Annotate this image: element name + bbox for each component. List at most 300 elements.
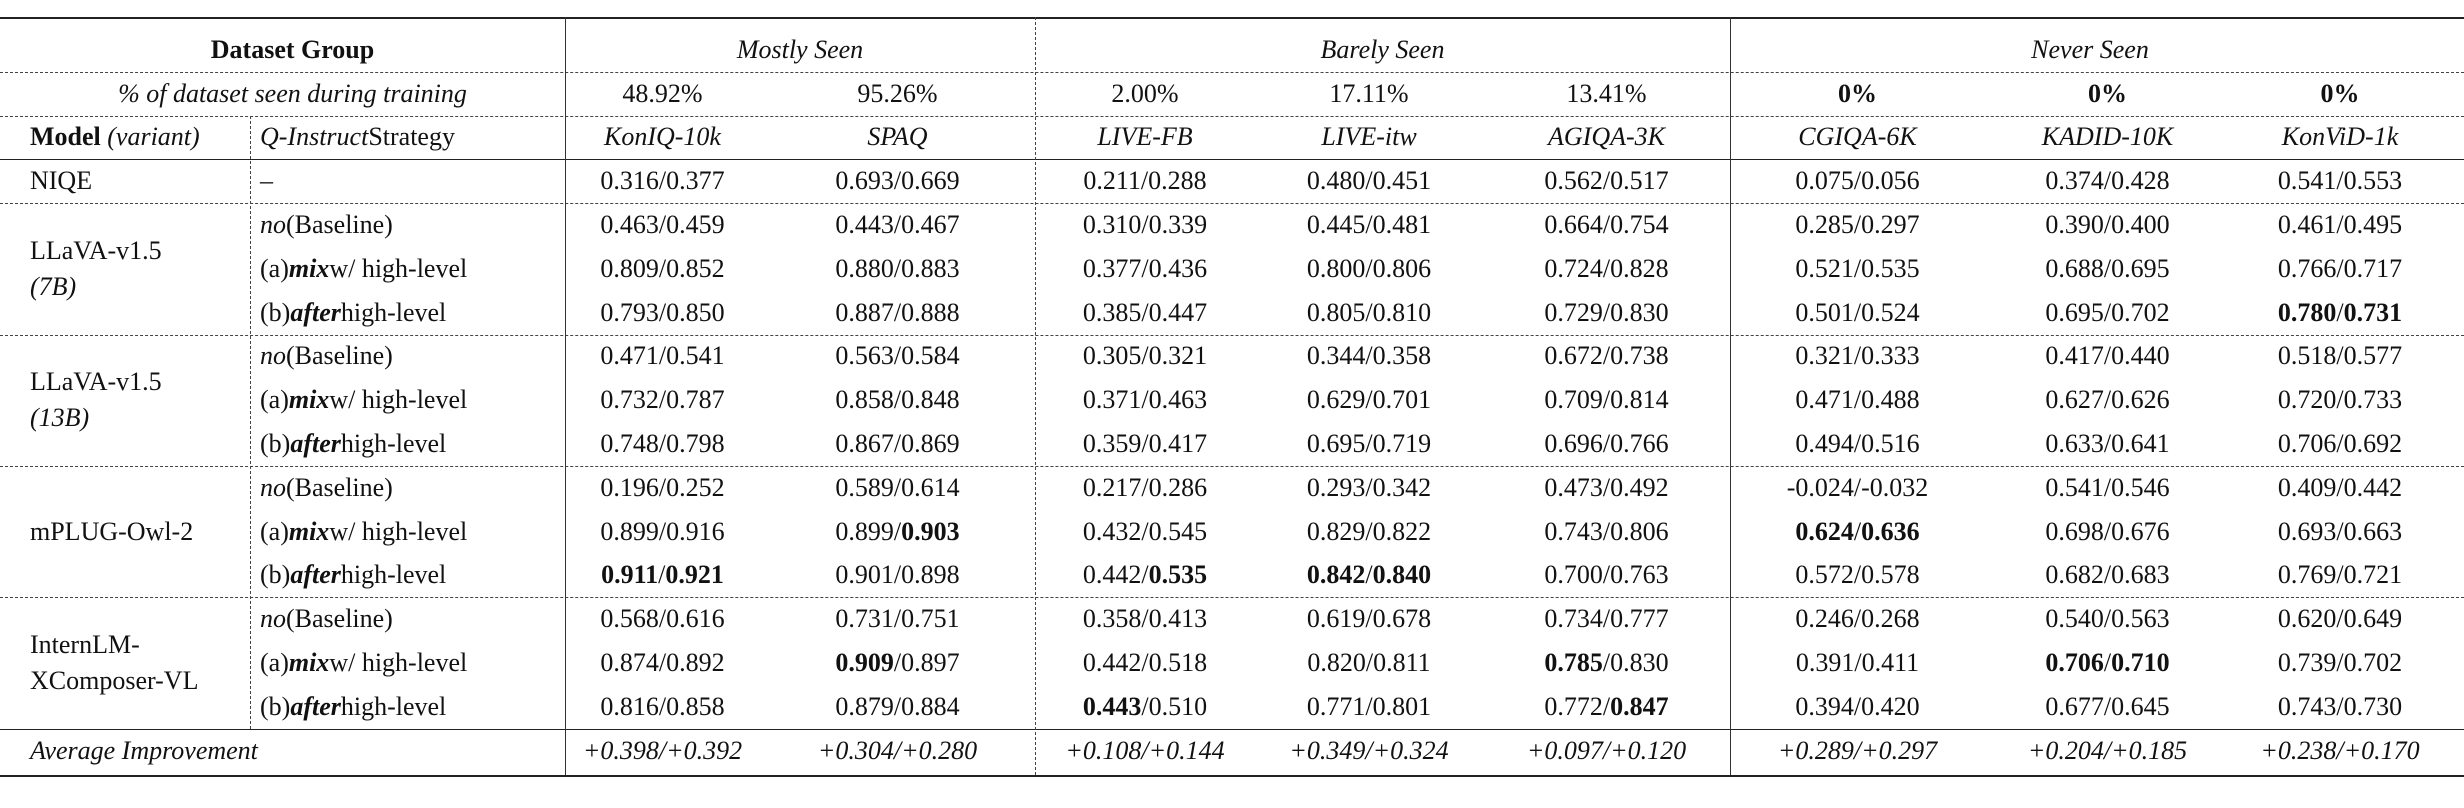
strategy-description: high-level — [340, 691, 447, 721]
metric-cell — [1483, 641, 1730, 685]
rule — [0, 335, 2464, 336]
metric-cell — [565, 335, 760, 379]
value-srcc: 0.743 — [1544, 516, 1603, 546]
group-header: Mostly Seen — [736, 34, 864, 64]
strategy-keyword: mix — [288, 385, 330, 415]
value-srcc: 0.417 — [2045, 341, 2104, 371]
value-srcc: 0.816 — [600, 691, 659, 721]
metric-cell — [1035, 685, 1255, 729]
model-name — [20, 335, 250, 466]
strategy-label-cell — [250, 291, 565, 335]
value-plcc: 0.921 — [665, 560, 724, 590]
model-name-line: mPLUG-Owl-2 — [30, 516, 194, 546]
strategy-prefix: (a) — [260, 253, 289, 283]
value-separator: / — [893, 516, 902, 546]
value-separator: / — [1853, 166, 1862, 196]
value-separator: / — [2103, 385, 2112, 415]
value-plcc: 0.766 — [1610, 429, 1669, 459]
value-plcc: 0.413 — [1148, 604, 1208, 634]
value-separator: / — [893, 429, 902, 459]
value-separator: / — [1141, 297, 1149, 327]
value-srcc: 0.800 — [1306, 253, 1366, 283]
value-srcc: 0.572 — [1795, 560, 1854, 590]
value-srcc: 0.359 — [1082, 429, 1142, 459]
value-separator: / — [1141, 210, 1149, 240]
value-separator: / — [658, 253, 667, 283]
value-separator: / — [1365, 472, 1373, 502]
value-separator: / — [1141, 341, 1149, 371]
metric-cell — [565, 378, 760, 422]
value-separator: / — [2103, 691, 2112, 721]
metric-cell — [760, 597, 1035, 641]
value-separator: / — [658, 166, 667, 196]
value-plcc: 0.822 — [1372, 516, 1432, 546]
value-separator: / — [1854, 648, 1862, 678]
value-srcc: 0.494 — [1795, 429, 1854, 459]
dataset-name: LIVE-FB — [1097, 122, 1193, 152]
metric-cell — [1483, 597, 1730, 641]
value-plcc: 0.678 — [1372, 604, 1432, 634]
value-srcc: 0.709 — [1544, 385, 1603, 415]
metric-cell — [1730, 510, 1985, 554]
variant-label: (variant) — [107, 122, 200, 152]
niqe-value — [2230, 159, 2450, 203]
value-plcc: 0.518 — [1148, 648, 1208, 678]
value-plcc: 0.400 — [2111, 210, 2170, 240]
value-separator: / — [1141, 648, 1149, 678]
value-separator: / — [1853, 210, 1862, 240]
value-srcc: 0.432 — [1082, 516, 1142, 546]
value-separator: / — [658, 516, 667, 546]
rule — [0, 72, 2464, 73]
value-plcc: 0.541 — [666, 341, 725, 371]
value-plcc: 0.467 — [901, 210, 960, 240]
value-separator: / — [1853, 516, 1862, 546]
value-separator: / — [1602, 166, 1611, 196]
metric-cell — [1483, 203, 1730, 247]
strategy-label-cell — [250, 597, 565, 641]
value-separator: / — [1853, 472, 1862, 502]
strategy-label: Strategy — [368, 122, 455, 152]
top-rule — [0, 17, 2464, 19]
value-plcc: 0.553 — [2343, 166, 2403, 196]
group-header: Barely Seen — [1320, 34, 1445, 64]
metric-cell — [1985, 203, 2230, 247]
seen-percentage: 13.41% — [1566, 78, 1647, 108]
strategy-description: (Baseline) — [286, 472, 393, 502]
value-srcc: 0.394 — [1795, 691, 1854, 721]
model-column-header — [20, 116, 250, 160]
value-separator: / — [893, 341, 902, 371]
strategy-keyword: no — [260, 341, 286, 371]
value-srcc: 0.698 — [2045, 516, 2104, 546]
strategy-prefix: (a) — [260, 648, 289, 678]
value-plcc: 0.442 — [2343, 472, 2403, 502]
value-separator: / — [1853, 560, 1862, 590]
value-separator: / — [658, 385, 667, 415]
value-srcc: 0.521 — [1795, 253, 1854, 283]
value-plcc: 0.814 — [1610, 385, 1669, 415]
value-separator: / — [2336, 166, 2344, 196]
value-plcc: 0.763 — [1610, 560, 1669, 590]
value-separator: / — [1141, 429, 1149, 459]
metric-cell — [1730, 378, 1985, 422]
value-plcc: 0.481 — [1372, 210, 1432, 240]
value-separator: / — [2103, 297, 2112, 327]
value-separator: / — [658, 560, 666, 590]
metric-cell — [2230, 203, 2450, 247]
value-separator: / — [1602, 210, 1611, 240]
value-separator: / — [1853, 385, 1862, 415]
value-srcc: 0.664 — [1544, 210, 1603, 240]
model-name-line: LLaVA-v1.5 — [30, 235, 162, 265]
value-plcc: 0.663 — [2343, 516, 2403, 546]
value-separator: / — [1141, 253, 1149, 283]
value-srcc: 0.374 — [2045, 166, 2104, 196]
value-separator: / — [2103, 341, 2112, 371]
value-plcc: 0.268 — [1861, 604, 1920, 634]
strategy-label-cell — [250, 554, 565, 598]
value-plcc: 0.830 — [1610, 648, 1669, 678]
value-plcc: 0.806 — [1372, 253, 1432, 283]
strategy-keyword: after — [290, 560, 341, 590]
metric-cell — [1985, 597, 2230, 641]
value-plcc: -0.032 — [1861, 472, 1929, 502]
value-plcc: 0.719 — [1372, 429, 1432, 459]
value-plcc: 0.636 — [1861, 516, 1920, 546]
value-plcc: 0.377 — [666, 166, 725, 196]
strategy-label-cell — [250, 247, 565, 291]
value-plcc: 0.903 — [901, 516, 960, 546]
value-separator: / — [893, 253, 902, 283]
metric-cell — [2230, 554, 2450, 598]
metric-cell — [1483, 685, 1730, 729]
value-plcc: 0.517 — [1610, 166, 1669, 196]
seen-percentage: 0% — [2320, 78, 2360, 108]
value-srcc: 0.731 — [835, 604, 894, 634]
column-divider — [1035, 17, 1036, 775]
value-separator: / — [2336, 472, 2344, 502]
metric-cell — [1730, 554, 1985, 598]
value-separator: / — [658, 341, 667, 371]
value-plcc: 0.056 — [1861, 166, 1920, 196]
value-separator: / — [893, 472, 902, 502]
value-separator: / — [2336, 253, 2344, 283]
value-separator: / — [2336, 429, 2344, 459]
value-srcc: 0.700 — [1544, 560, 1603, 590]
value-separator: / — [2336, 516, 2344, 546]
value-plcc: 0.751 — [901, 604, 960, 634]
model-label: Model — [30, 122, 101, 152]
metric-cell — [1035, 510, 1255, 554]
dataset-name: KonIQ-10k — [604, 122, 721, 152]
strategy-description: (Baseline) — [286, 210, 393, 240]
strategy-keyword: no — [260, 210, 286, 240]
value-plcc: 0.563 — [2111, 604, 2170, 634]
value-srcc: 0.880 — [835, 253, 894, 283]
metric-cell — [1483, 378, 1730, 422]
metric-cell — [760, 510, 1035, 554]
value-separator: / — [1602, 604, 1611, 634]
value-srcc: 0.732 — [600, 385, 659, 415]
value-separator: / — [1141, 385, 1149, 415]
value-plcc: 0.695 — [2111, 253, 2170, 283]
value-separator: / — [1853, 253, 1862, 283]
value-separator: / — [2103, 472, 2112, 502]
value-plcc: 0.898 — [901, 560, 960, 590]
value-plcc: 0.840 — [1372, 560, 1432, 590]
metric-cell — [1730, 597, 1985, 641]
value-plcc: 0.754 — [1610, 210, 1669, 240]
value-srcc: 0.217 — [1082, 472, 1142, 502]
strategy-prefix: (b) — [260, 691, 291, 721]
value-srcc: 0.724 — [1544, 253, 1603, 283]
value-srcc: 0.442 — [1082, 560, 1142, 590]
value-separator: / — [893, 385, 902, 415]
value-separator: / — [658, 648, 667, 678]
metric-cell — [1730, 291, 1985, 335]
niqe-value — [1985, 159, 2230, 203]
metric-cell — [565, 466, 760, 510]
metric-cell — [565, 291, 760, 335]
metric-cell — [1483, 247, 1730, 291]
value-plcc: 0.358 — [1372, 341, 1432, 371]
value-srcc: 0.568 — [600, 604, 659, 634]
value-plcc: 0.297 — [1861, 210, 1920, 240]
value-separator: / — [1365, 341, 1373, 371]
value-separator: / — [1853, 341, 1862, 371]
value-separator: / — [1853, 691, 1862, 721]
niqe-value — [1035, 159, 1255, 203]
metric-cell — [1730, 685, 1985, 729]
metric-cell — [1255, 641, 1483, 685]
niqe-value — [1255, 159, 1483, 203]
column-divider — [565, 17, 566, 775]
value-plcc: 0.806 — [1610, 516, 1669, 546]
value-plcc: 0.333 — [1861, 341, 1920, 371]
value-srcc: 0.720 — [2277, 385, 2337, 415]
strategy-prefix: (b) — [260, 297, 291, 327]
value-srcc: 0.293 — [1306, 472, 1366, 502]
strategy-description: high-level — [340, 560, 447, 590]
value-plcc: 0.411 — [1861, 648, 1920, 678]
value-separator: / — [1365, 210, 1373, 240]
average-improvement-value: +0.289/+0.297 — [1777, 735, 1938, 765]
value-plcc: 0.535 — [1861, 253, 1920, 283]
value-separator: / — [1602, 385, 1611, 415]
value-srcc: 0.541 — [2045, 472, 2104, 502]
value-srcc: 0.706 — [2045, 648, 2104, 678]
niqe-value — [760, 159, 1035, 203]
strategy-description: (Baseline) — [286, 604, 393, 634]
value-plcc: 0.798 — [666, 429, 725, 459]
value-plcc: 0.669 — [901, 166, 960, 196]
seen-percentage: 0% — [1838, 78, 1877, 108]
metric-cell — [1985, 291, 2230, 335]
value-srcc: 0.887 — [835, 297, 894, 327]
value-plcc: 0.577 — [2343, 341, 2403, 371]
value-plcc: 0.645 — [2111, 691, 2170, 721]
value-separator: / — [2336, 648, 2344, 678]
value-srcc: 0.633 — [2045, 429, 2104, 459]
metric-cell — [1730, 335, 1985, 379]
value-plcc: 0.535 — [1148, 560, 1208, 590]
value-separator: / — [1853, 297, 1862, 327]
value-srcc: 0.879 — [835, 691, 894, 721]
strategy-prefix: (b) — [260, 560, 291, 590]
metric-cell — [1985, 554, 2230, 598]
value-srcc: 0.769 — [2277, 560, 2337, 590]
value-plcc: 0.516 — [1861, 429, 1920, 459]
value-srcc: 0.911 — [601, 560, 659, 590]
metric-cell — [760, 247, 1035, 291]
value-plcc: 0.850 — [666, 297, 725, 327]
value-plcc: 0.883 — [901, 253, 960, 283]
model-name-line: XComposer-VL — [30, 666, 199, 696]
metric-cell — [1035, 335, 1255, 379]
value-srcc: 0.285 — [1795, 210, 1854, 240]
value-plcc: 0.614 — [901, 472, 960, 502]
value-plcc: 0.828 — [1610, 253, 1669, 283]
metric-cell — [2230, 291, 2450, 335]
bottom-rule — [0, 775, 2464, 777]
strategy-keyword: after — [290, 429, 341, 459]
value-plcc: 0.848 — [901, 385, 960, 415]
value-separator: / — [2103, 516, 2112, 546]
average-improvement-value: +0.097/+0.120 — [1526, 735, 1687, 765]
value-srcc: 0.743 — [2277, 691, 2337, 721]
value-srcc: 0.829 — [1306, 516, 1366, 546]
metric-cell — [760, 554, 1035, 598]
value-srcc: 0.734 — [1544, 604, 1603, 634]
value-separator: / — [1602, 516, 1611, 546]
value-separator: / — [1602, 648, 1611, 678]
value-plcc: 0.830 — [1610, 297, 1669, 327]
value-separator: / — [658, 472, 667, 502]
strategy-keyword: mix — [288, 253, 330, 283]
value-separator: / — [1141, 691, 1149, 721]
strategy-keyword: mix — [288, 516, 330, 546]
value-srcc: 0.377 — [1082, 253, 1142, 283]
value-separator: / — [658, 297, 667, 327]
metric-cell — [1255, 378, 1483, 422]
strategy-description: w/ high-level — [329, 648, 468, 678]
average-improvement-value: +0.204/+0.185 — [2027, 735, 2188, 765]
value-plcc: 0.626 — [2111, 385, 2170, 415]
model-name — [20, 597, 250, 728]
average-improvement-value: +0.398/+0.392 — [582, 735, 743, 765]
value-separator: / — [2336, 210, 2344, 240]
metric-cell — [1730, 466, 1985, 510]
value-srcc: 0.562 — [1544, 166, 1603, 196]
metric-cell — [760, 378, 1035, 422]
metric-cell — [1483, 335, 1730, 379]
strategy-label-cell — [250, 685, 565, 729]
value-srcc: 0.706 — [2277, 429, 2337, 459]
strategy-description: high-level — [340, 429, 447, 459]
strategy-prefix: (a) — [260, 385, 289, 415]
niqe-value — [1483, 159, 1730, 203]
value-separator: / — [2336, 385, 2344, 415]
value-plcc: 0.495 — [2343, 210, 2403, 240]
value-srcc: 0.321 — [1795, 341, 1854, 371]
value-plcc: 0.810 — [1372, 297, 1432, 327]
strategy-label-cell — [250, 466, 565, 510]
metric-cell — [1483, 291, 1730, 335]
value-plcc: 0.721 — [2343, 560, 2403, 590]
value-separator: / — [893, 691, 902, 721]
value-srcc: 0.909 — [835, 648, 894, 678]
metric-cell — [1985, 335, 2230, 379]
value-srcc: 0.344 — [1306, 341, 1366, 371]
value-plcc: 0.252 — [666, 472, 725, 502]
niqe-model-name: NIQE — [30, 166, 93, 196]
strategy-keyword: after — [290, 691, 341, 721]
average-improvement-value: +0.349/+0.324 — [1289, 735, 1449, 765]
niqe-value — [1730, 159, 1985, 203]
metric-cell — [2230, 466, 2450, 510]
value-plcc: 0.869 — [901, 429, 960, 459]
value-srcc: 0.541 — [2277, 166, 2337, 196]
metric-cell — [565, 641, 760, 685]
value-plcc: 0.459 — [666, 210, 725, 240]
value-srcc: 0.443 — [835, 210, 894, 240]
metric-cell — [1255, 335, 1483, 379]
strategy-label-cell — [250, 378, 565, 422]
value-separator: / — [1602, 297, 1611, 327]
value-srcc: 0.729 — [1544, 297, 1603, 327]
value-srcc: 0.693 — [835, 166, 894, 196]
value-plcc: 0.916 — [666, 516, 725, 546]
average-improvement-value: +0.304/+0.280 — [817, 735, 978, 765]
value-srcc: 0.385 — [1082, 297, 1142, 327]
value-separator: / — [893, 560, 902, 590]
value-srcc: 0.809 — [600, 253, 659, 283]
value-plcc: 0.321 — [1148, 341, 1208, 371]
value-plcc: 0.717 — [2343, 253, 2403, 283]
value-plcc: 0.777 — [1610, 604, 1669, 634]
value-srcc: 0.629 — [1306, 385, 1366, 415]
model-name — [20, 466, 250, 597]
metric-cell — [1483, 554, 1730, 598]
value-srcc: 0.589 — [835, 472, 894, 502]
value-separator: / — [2336, 560, 2344, 590]
value-srcc: 0.748 — [600, 429, 659, 459]
strategy-label-cell — [250, 641, 565, 685]
value-plcc: 0.545 — [1148, 516, 1208, 546]
metric-cell — [760, 466, 1035, 510]
strategy-description: w/ high-level — [329, 253, 468, 283]
group-header: Never Seen — [2031, 34, 2149, 64]
column-divider — [1730, 17, 1731, 775]
rule — [0, 116, 2464, 117]
strategy-description: w/ high-level — [329, 385, 468, 415]
metric-cell — [565, 510, 760, 554]
value-srcc: 0.620 — [2277, 604, 2337, 634]
value-srcc: 0.473 — [1544, 472, 1603, 502]
model-name — [20, 203, 250, 334]
value-separator: / — [1365, 516, 1373, 546]
value-srcc: 0.358 — [1082, 604, 1142, 634]
value-separator: / — [2103, 166, 2112, 196]
metric-cell — [565, 203, 760, 247]
value-srcc: 0.442 — [1082, 648, 1142, 678]
metric-cell — [1035, 466, 1255, 510]
metric-cell — [2230, 597, 2450, 641]
seen-percentage: 48.92% — [622, 78, 703, 108]
value-plcc: 0.339 — [1148, 210, 1208, 240]
value-srcc: 0.627 — [2045, 385, 2104, 415]
